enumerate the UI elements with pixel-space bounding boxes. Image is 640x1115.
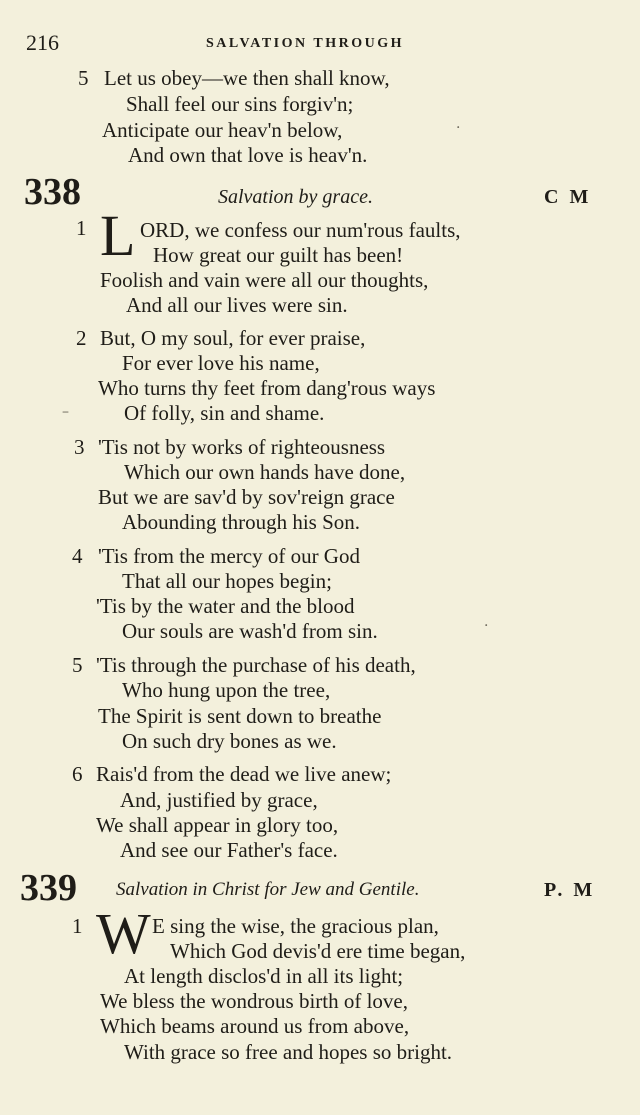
verse-line: Rais'd from the dead we live anew;: [96, 762, 392, 786]
verse-line: Which beams around us from above,: [100, 1014, 410, 1038]
verse-line: Who turns thy feet from dang'rous ways: [98, 376, 436, 400]
verse-number: 1: [76, 216, 87, 240]
print-speck: ·: [484, 618, 489, 634]
running-head: SALVATION THROUGH: [206, 36, 404, 51]
verse-number: 1: [72, 914, 83, 938]
verse-line: With grace so free and hopes so bright.: [124, 1040, 453, 1064]
verse-line: E sing the wise, the gracious plan,: [152, 914, 439, 938]
page-number: 216: [26, 30, 59, 55]
verse-line: Who hung upon the tree,: [122, 678, 331, 702]
verse-line: But, O my soul, for ever praise,: [100, 326, 366, 350]
drop-cap: L: [100, 203, 136, 268]
verse-line: The Spirit is sent down to breathe: [98, 704, 382, 728]
verse-number: 3: [74, 435, 85, 459]
verse-line: That all our hopes begin;: [122, 569, 332, 593]
verse-line: For ever love his name,: [122, 351, 320, 375]
verse-line: And all our lives were sin.: [126, 293, 348, 317]
verse-line: We bless the wondrous birth of love,: [100, 989, 409, 1013]
verse-line: On such dry bones as we.: [122, 729, 337, 753]
verse-number: 2: [76, 326, 87, 350]
hymn-number: 339: [20, 867, 77, 909]
verse-line: Our souls are wash'd from sin.: [122, 619, 378, 643]
verse-number: 4: [72, 544, 83, 568]
print-speck: ·: [456, 120, 461, 136]
verse-line: Which God devis'd ere time began,: [170, 939, 466, 963]
drop-cap: W: [96, 901, 151, 966]
verse-line: ORD, we confess our num'rous faults,: [140, 218, 461, 242]
hymn-meter: P. M: [544, 879, 596, 901]
verse-line: But we are sav'd by sov'reign grace: [98, 485, 395, 509]
verse-line: Of folly, sin and shame.: [124, 401, 325, 425]
hymn-title: Salvation by grace.: [218, 186, 373, 208]
verse-line: Anticipate our heav'n below,: [102, 118, 343, 142]
verse-line: 'Tis from the mercy of our God: [98, 544, 360, 568]
verse-line: 'Tis by the water and the blood: [96, 594, 355, 618]
verse-number: 5: [72, 653, 83, 677]
verse-line: Let us obey—we then shall know,: [104, 66, 390, 90]
verse-line: Abounding through his Son.: [122, 510, 361, 534]
verse-number: 6: [72, 762, 83, 786]
verse-number: 5: [78, 66, 89, 90]
verse-line: At length disclos'd in all its light;: [124, 964, 404, 988]
verse-line: Which our own hands have done,: [124, 460, 406, 484]
verse-line: 'Tis through the purchase of his death,: [96, 653, 416, 677]
print-dash: –: [62, 404, 69, 420]
hymn-title: Salvation in Christ for Jew and Gentile.: [116, 879, 420, 900]
verse-line: We shall appear in glory too,: [96, 813, 339, 837]
verse-line: How great our guilt has been!: [153, 243, 404, 267]
verse-line: And own that love is heav'n.: [128, 143, 368, 167]
verse-line: 'Tis not by works of righteousness: [98, 435, 386, 459]
hymn-meter: C M: [544, 186, 592, 208]
verse-line: And see our Father's face.: [120, 838, 338, 862]
verse-line: And, justified by grace,: [120, 788, 318, 812]
page-header: [26, 30, 614, 58]
verse-line: Foolish and vain were all our thoughts,: [100, 268, 429, 292]
verse-line: Shall feel our sins forgiv'n;: [126, 92, 354, 116]
hymn-number: 338: [24, 171, 81, 213]
